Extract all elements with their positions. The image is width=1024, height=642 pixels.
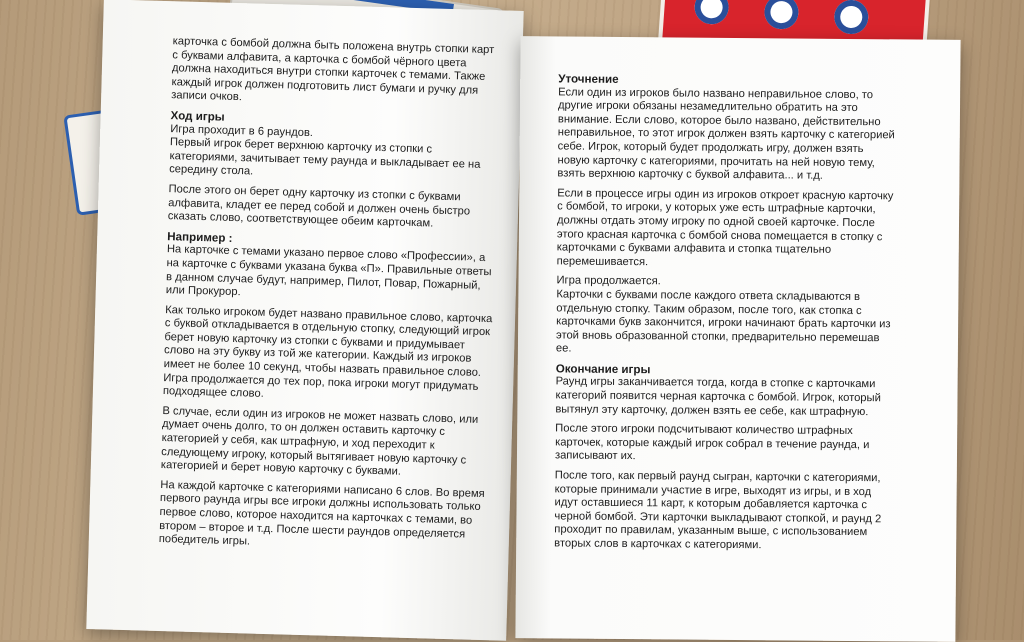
example-paragraph-4: На каждой карточке с категориями написано 6 слов. Во время первого раунда игры все игроки должны использовать только первое слово, которое находится на карточках с темами, во втором – второе и т.д. После шести раундов определяется победитель игры.	[158, 478, 485, 548]
clarification-paragraph-1: Если один из игроков было названо неправильное слово, то другие игроки обязаны незамедлительно обратить на это внимание. Если слово, которое было названо, действительно неправильное, то этот игрок должен взять карточку с категорией себе. Игрок, который будет продолжать игру, должен взять новую карточку с категориями, прочитать на ней новую тему, взять верхнюю карточку с буквой алфавита... и т.д.	[557, 86, 895, 182]
example-paragraph-3: В случае, если один из игроков не может назвать слово, или думает очень долго, то он должен оставить карточку с категорией у себя, как штрафную, и ход переходит к следующему игроку, который вытягивает новую карточку с категорией и берет новую карточку с буквами.	[160, 404, 479, 478]
bomb-face-icon	[763, 0, 799, 30]
left-page-text	[158, 35, 502, 562]
section-title-end: Окончание игры	[555, 362, 651, 377]
right-page-text	[554, 68, 898, 560]
end-paragraph-3: После того, как первый раунд сыгран, карточки с категориями, которые принимали участие в игре, выходят из игры, и в ход идут оставшиеся 11 карт, к которым добавляется карточка с черной бомбой. Эти карточки выкладывают стопкой, и раунд 2 проходит по правилам, указанным выше, с использованием вторых слов в карточках с категориями.	[554, 469, 882, 552]
booklet-right-page	[515, 36, 960, 642]
clarification-paragraph-2: Если в процессе игры один из игроков откроет красную карточку с бомбой, то игроки, у которых уже есть штрафные карточки, должны отдать этому игроку по одной своей карточке. После этого красная карточка с бомбой снова помещается в стопку с карточками с буквами алфавита и стопка тщательно перемешивается.	[556, 187, 894, 268]
section-title-gameplay: Ход игры	[170, 109, 225, 124]
end-paragraph-2: После этого игроки подсчитывают количество штрафных карточек, которые каждый игрок собрал в течение раунда, и записывают их.	[554, 422, 870, 463]
rounds-line: Игра проходит в 6 раундов.	[170, 122, 314, 139]
clarification-paragraph-3: Карточки с буквами после каждого ответа складываются в отдельную стопку. Таким образом, после того, как стопка с карточками букв закончится, игроки начинают брать карточки из этой вновь образованной стопки, предварительно перемешав ее.	[555, 288, 891, 355]
bomb-face-icon	[693, 0, 729, 25]
end-paragraph-1: Раунд игры заканчивается тогда, когда в стопке с карточками категорий появится черная карточка с бомбой. Игрок, который вытянул эту карточку, должен взять ее себе, как штрафную.	[555, 375, 881, 418]
booklet-left-page	[86, 0, 523, 641]
example-paragraph-1: На карточке с темами указано первое слово «Профессии», а на карточке с буквами указана буква «П». Правильные ответы в данном случае будут, например, Пилот, Повар, Пожарный, или Прокурор.	[165, 243, 492, 299]
game-continues-line: Игра продолжается.	[556, 274, 661, 288]
gameplay-paragraph-1: Первый игрок берет верхнюю карточку из стопки с категориями, зачитывает тему раунда и выкладывает ее на середину стола.	[168, 136, 481, 178]
bomb-face-icon	[833, 0, 869, 35]
section-title-clarification: Уточнение	[558, 72, 619, 86]
example-paragraph-2: Как только игроком будет названо правильное слово, карточка с буквой откладывается в отдельную стопку, следующий игрок берет новую карточку из стопки с буквами и придумывает слово на эту букву из той же категории. Каждый из игроков имеет не более 10 секунд, чтобы назвать правильное слово. Игра продолжается до тех пор, пока игроки могут придумать подходящее слово.	[162, 303, 493, 401]
intro-paragraph: карточка с бомбой должна быть положена внутрь стопки карт с буквами алфавита, а карточка с бомбой чёрного цвета должна находиться внутри стопки карточек с темами. Также каждый игрок должен подготовить лист бумаги и ручку для записи очков.	[171, 35, 495, 104]
section-title-example: Например :	[167, 229, 233, 245]
gameplay-paragraph-2: После этого он берет одну карточку из стопки с буквами алфавита, кладет ее перед собой и должен очень быстро сказать слово, соответствующее обеим карточкам.	[167, 183, 471, 230]
